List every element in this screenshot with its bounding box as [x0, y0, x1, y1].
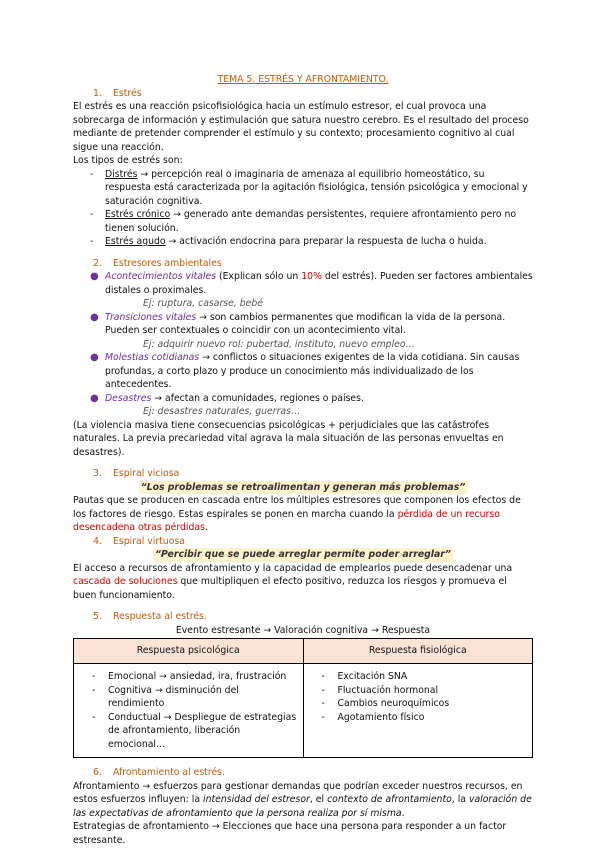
- afrontamiento-definition: Afrontamiento → esfuerzos para gestionar demandas que podrían exceder nuestros recursos, en estos esfuerzos influyen: la intensidad del estresor, el contexto de afrontamiento, la valoración de las expectativas de afrontamiento que la persona realiza por sí misma.: [73, 780, 532, 819]
- types-intro: Los tipos de estrés son:: [73, 155, 183, 166]
- table-cell-psicologica: [74, 664, 304, 758]
- list-item: ● Transiciones vitales → son cambios permanentes que modifican la vida de la persona. Pueden ser contextuales o coincidir con un acontecimiento vital. Ej: adquirir nuevo rol: pubertad, instituto, nuevo empleo…: [73, 311, 533, 352]
- example-text: Ej: adquirir nuevo rol: pubertad, instituto, nuevo empleo…: [143, 338, 415, 350]
- section-heading-estres: 1. Estrés: [93, 87, 142, 99]
- table-header-fisiologica: Respuesta fisiológica: [303, 639, 533, 664]
- list-item: - Estrés agudo → activación endocrina para preparar la respuesta de lucha o huida.: [73, 235, 533, 249]
- response-table: [73, 638, 533, 758]
- list-item: - Conductual → Despliegue de estrategias de afrontamiento, liberación emocional…: [80, 711, 297, 752]
- estres-definition: El estrés es una reacción psicofisiológica hacia un estímulo estresor, el cual provoca una sobrecarga de información y estimulación que satura nuestro cerebro. Es el resultado del proceso mediante de pretender comprender el estímulo y su contexto; procesamiento cognitivo al cual sigue una reacción.: [73, 101, 529, 153]
- quote-viciosa: “Los problemas se retroalimentan y generan más problemas”: [140, 481, 466, 493]
- bullet-icon: ●: [90, 352, 99, 363]
- stress-types-list: [73, 168, 533, 249]
- list-item: - Cognitiva → disminución del rendimiento: [80, 684, 297, 711]
- document-title: TEMA 5. ESTRÉS Y AFRONTAMIENTO.: [217, 74, 389, 85]
- list-item: - Excitación SNA: [310, 670, 527, 684]
- list-item: - Cambios neuroquímicos: [310, 697, 527, 711]
- section-heading-respuesta: 5. Respuesta al estrés.: [93, 611, 207, 622]
- list-item: - Estrés crónico → generado ante demandas persistentes, requiere afrontamiento pero no tienen solución.: [73, 208, 533, 235]
- list-item: - Emocional → ansiedad, ira, frustración: [80, 670, 297, 684]
- example-text: Ej: desastres naturales, guerras…: [143, 406, 301, 417]
- viciosa-paragraph: Pautas que se producen en cascada entre los múltiples estresores que componen los efectos de los factores de riesgo. Estas espirales se ponen en marcha cuando la pérdida de un recurso desencadena otras pérdidas.: [73, 495, 521, 533]
- bullet-icon: ●: [90, 311, 99, 323]
- section-heading-espiral-virtuosa: 4. Espiral virtuosa: [93, 535, 185, 547]
- list-item: ● Desastres → afectan a comunidades, regiones o países. Ej: desastres naturales, guerras…: [73, 392, 533, 419]
- stressors-list: [73, 270, 533, 419]
- violence-note: (La violencia masiva tiene consecuencias psicológicas + perjudiciales que las catástrofes naturales. La previa precariedad vital agrava la mala situación de las personas envueltas en desastres).: [73, 419, 504, 458]
- bullet-icon: ●: [90, 271, 99, 282]
- table-cell-fisiologica: [303, 664, 533, 758]
- document-page: [73, 73, 533, 847]
- section-heading-estresores: 2. Estresores ambientales: [93, 257, 222, 269]
- list-item: - Distrés → percepción real o imaginaria de amenaza al equilibrio homeostático, su respuesta está caracterizada por la agitación fisiológica, tensión psicológica y emocional y saturación cognitiva.: [73, 168, 533, 209]
- example-text: Ej: ruptura, casarse, bebé: [143, 298, 264, 309]
- virtuosa-paragraph: El acceso a recursos de afrontamiento y la capacidad de emplearlos puede desencadenar una cascada de soluciones que multipliquen el efecto positivo, reduzca los riesgos y promueva el buen funcionamiento.: [73, 562, 513, 601]
- bullet-icon: ●: [90, 392, 99, 404]
- list-item: ● Acontecimientos vitales (Explican sólo un 10% del estrés). Pueden ser factores ambientales distales o proximales. Ej: ruptura, casarse, bebé: [90, 271, 533, 309]
- list-item: ● Molestias cotidianas → conflictos o situaciones exigentes de la vida cotidiana. Sin causas profundas, a corto plazo y produce un conocimiento más individualizado de los antecedentes.: [90, 352, 520, 390]
- estrategias-definition: Estrategias de afrontamiento → Elecciones que hace una persona para responder a un factor estresante.: [73, 821, 507, 846]
- section-heading-afrontamiento: 6. Afrontamiento al estrés.: [93, 767, 225, 778]
- table-header-psicologica: Respuesta psicológica: [74, 639, 304, 664]
- list-item: - Agotamiento físico: [310, 711, 527, 725]
- section-heading-espiral-viciosa: 3. Espiral viciosa: [93, 468, 180, 479]
- list-item: - Fluctuación hormonal: [310, 684, 527, 698]
- quote-virtuosa: “Percibir que se puede arreglar permite poder arreglar”: [155, 549, 451, 560]
- response-flow: Evento estresante → Valoración cognitiva → Respuesta: [175, 624, 431, 636]
